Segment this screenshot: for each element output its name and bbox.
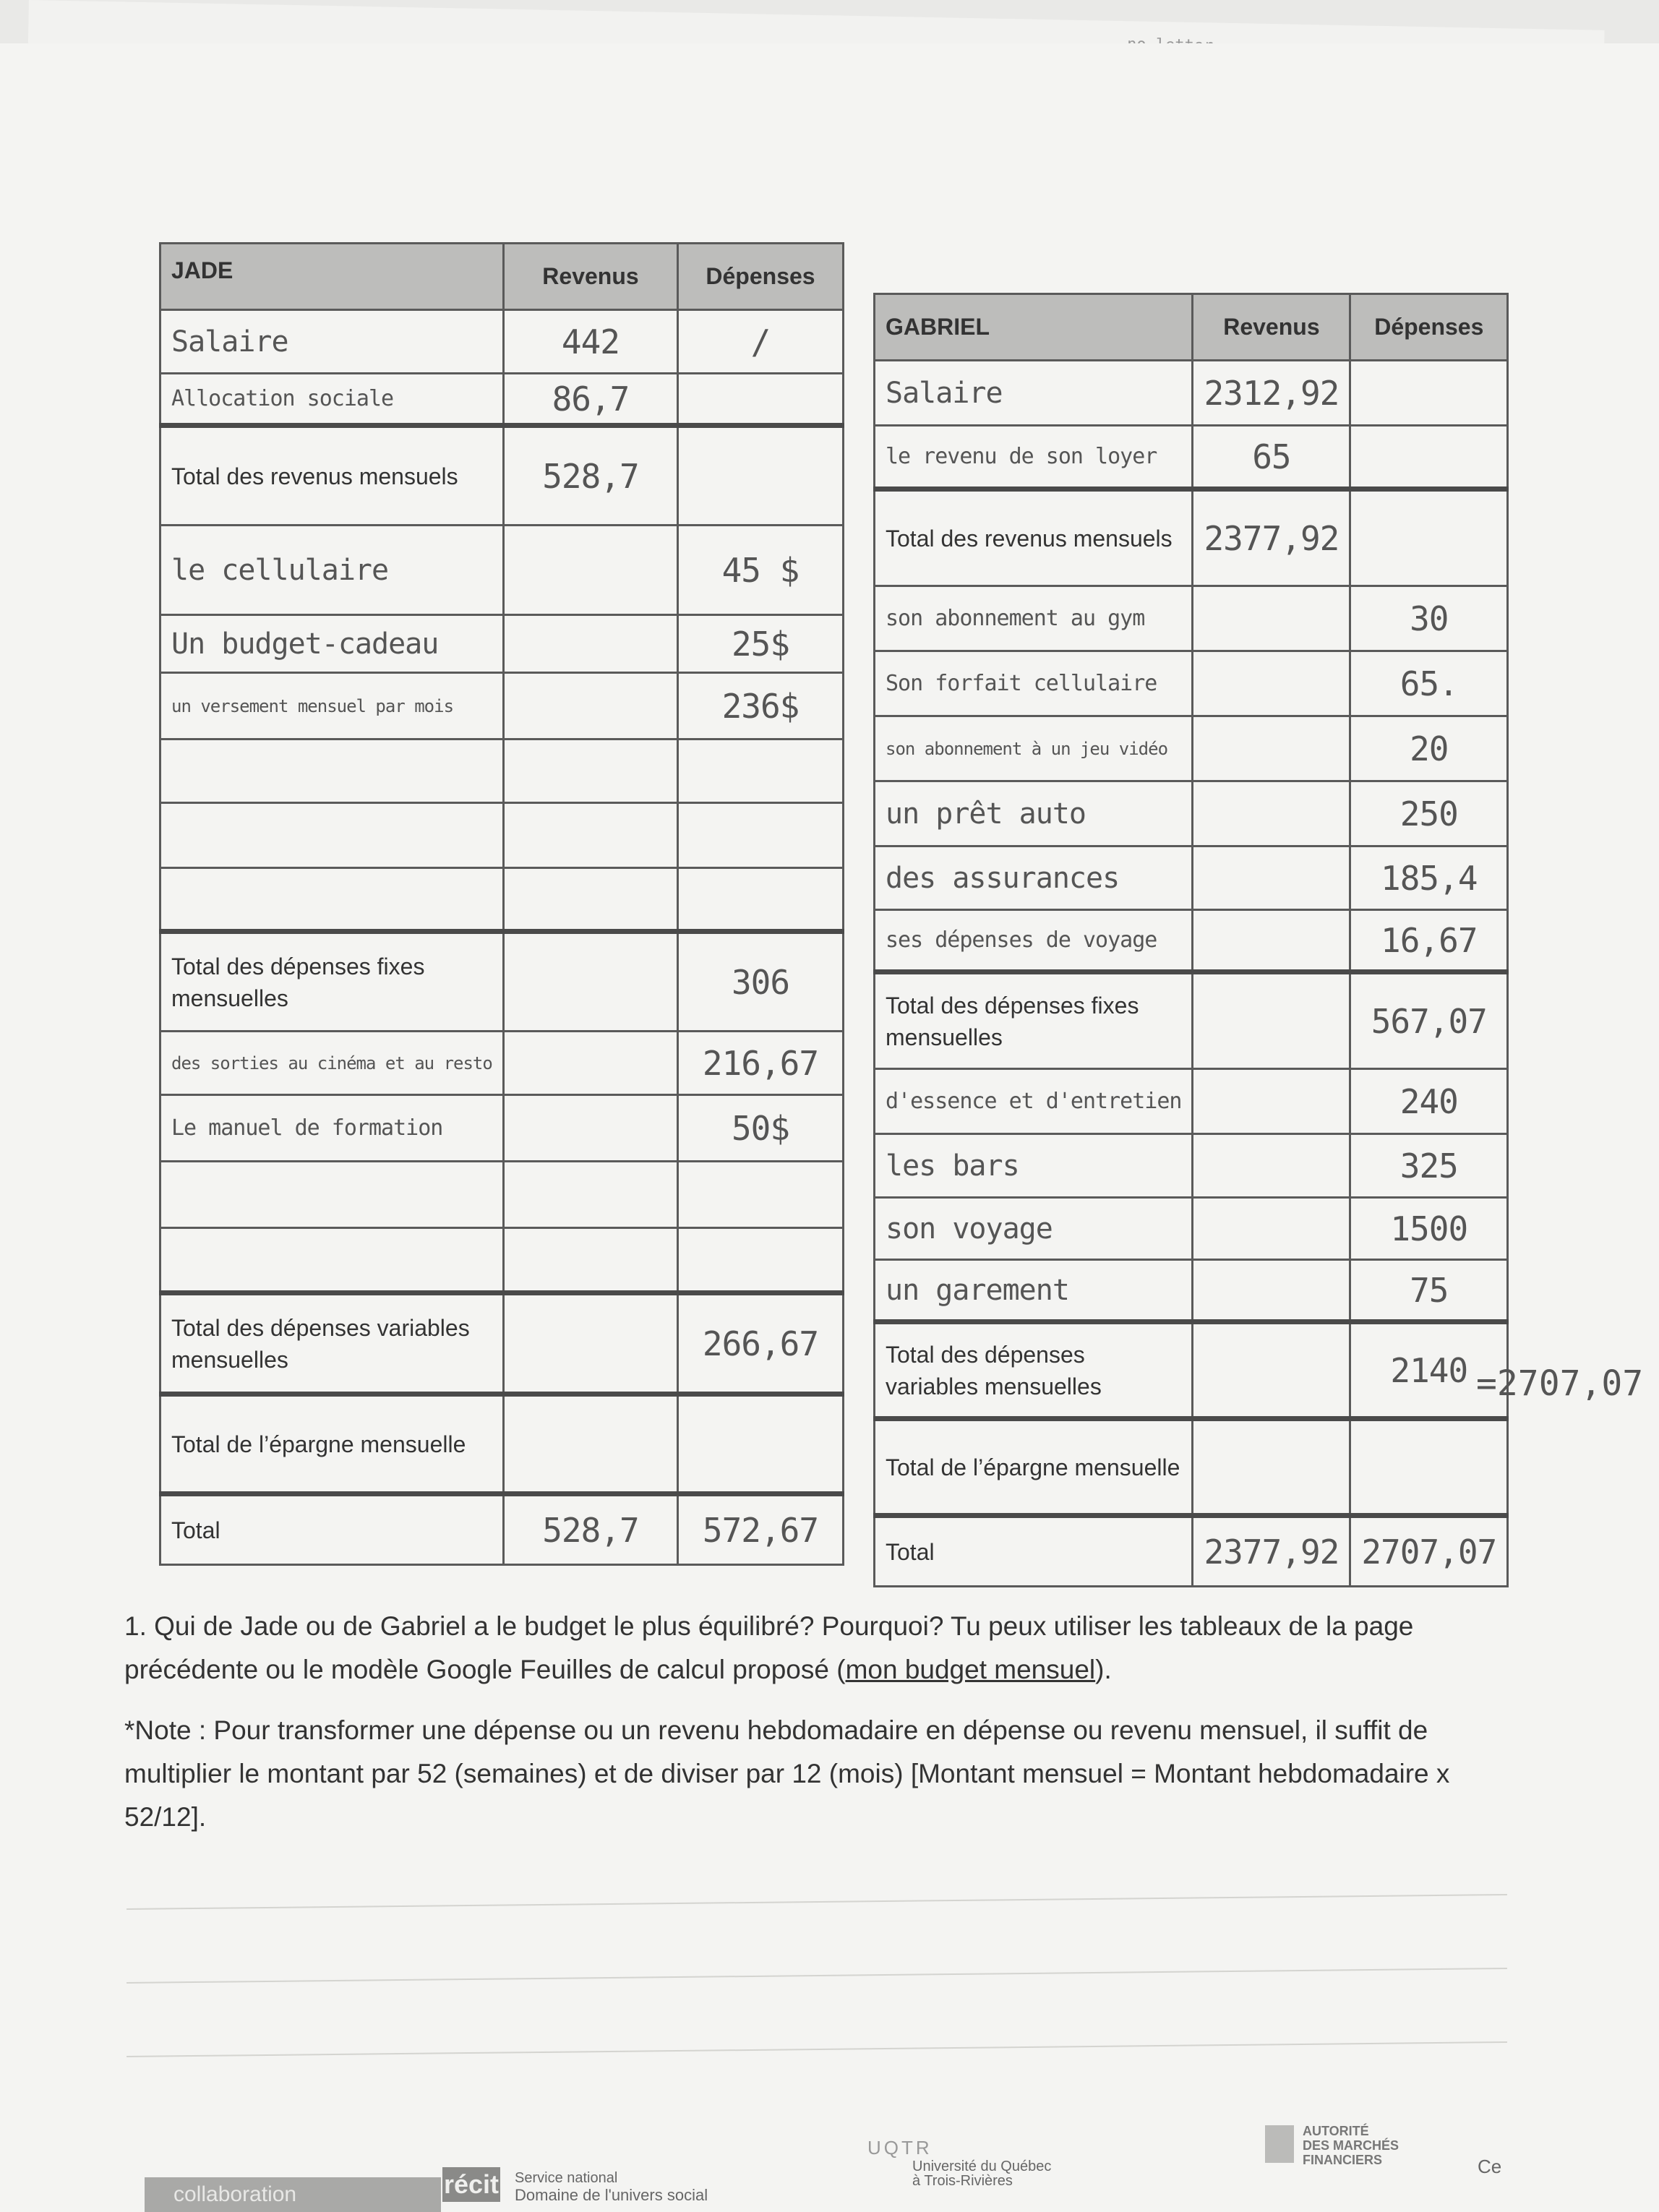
gabriel-total-revenu-text: 2377,92 [1204, 1532, 1339, 1572]
amf-logo-icon [1265, 2125, 1294, 2163]
gabriel-label-text: son voyage [886, 1212, 1053, 1246]
jade-total-revenu-text: 528,7 [542, 1510, 639, 1550]
gabriel-label[interactable] [875, 1322, 1193, 1419]
jade-depense-cell[interactable] [677, 1293, 843, 1394]
gabriel-total-row [875, 1516, 1508, 1587]
jade-label-text: Le manuel de formation [171, 1115, 443, 1141]
jade-label[interactable] [160, 310, 504, 374]
jade-row [160, 426, 844, 526]
gabriel-row [875, 489, 1508, 586]
gabriel-row [875, 1322, 1508, 1419]
amf-text-3: FINANCIERS [1303, 2153, 1383, 2167]
jade-label-text: le cellulaire [171, 553, 389, 587]
uqtr-logo: UQTR [867, 2137, 933, 2159]
gabriel-depense-cell[interactable] [1350, 586, 1508, 651]
jade-revenu-cell[interactable] [503, 374, 677, 426]
gabriel-revenu-cell[interactable] [1193, 846, 1350, 910]
jade-label[interactable] [160, 740, 504, 803]
jade-label[interactable] [160, 615, 504, 673]
gabriel-label[interactable] [875, 1198, 1193, 1260]
gabriel-label-text: son abonnement au gym [886, 606, 1145, 631]
gabriel-revenu-cell[interactable] [1193, 651, 1350, 716]
gabriel-label[interactable] [875, 910, 1193, 972]
recit-sub-1: Service national [515, 2170, 618, 2186]
gabriel-total-depense-text: 2707,07 [1361, 1532, 1497, 1572]
jade-row [160, 374, 844, 426]
jade-depense-cell-text: 45 $ [721, 550, 800, 590]
recit-logo: récit [442, 2167, 500, 2202]
gabriel-label[interactable] [875, 586, 1193, 651]
jade-label[interactable] [160, 1394, 504, 1494]
gabriel-label[interactable] [875, 1260, 1193, 1322]
gabriel-depense-cell[interactable] [1350, 781, 1508, 846]
jade-revenu-cell-text: 86,7 [552, 379, 630, 419]
gabriel-depense-cell-text: 567,07 [1371, 1001, 1487, 1041]
gabriel-depense-cell-text: 20 [1410, 729, 1449, 768]
gabriel-label[interactable] [875, 426, 1193, 489]
gabriel-revenu-cell[interactable] [1193, 1322, 1350, 1419]
jade-revenu-cell[interactable] [503, 615, 677, 673]
gabriel-label-text: d'essence et d'entretien [886, 1089, 1182, 1114]
jade-row [160, 868, 844, 932]
jade-revenu-cell[interactable] [503, 868, 677, 932]
jade-revenu-cell[interactable] [503, 1228, 677, 1293]
gabriel-total-depense[interactable] [1350, 1516, 1508, 1587]
gabriel-label[interactable] [875, 716, 1193, 781]
gabriel-depense-cell[interactable] [1350, 1260, 1508, 1322]
mon-budget-link[interactable]: mon budget mensuel [845, 1655, 1096, 1684]
jade-depense-cell-text: 236$ [721, 686, 800, 726]
jade-label[interactable] [160, 426, 504, 526]
jade-total-depense[interactable] [677, 1494, 843, 1565]
amf-text-1: AUTORITÉ [1303, 2124, 1369, 2138]
jade-depense-cell[interactable] [677, 1032, 843, 1095]
gabriel-label-text: Total des revenus mensuels [886, 525, 1173, 552]
amf-text-2: DES MARCHÉS [1303, 2138, 1399, 2153]
gabriel-label-text: son abonnement à un jeu vidéo [886, 738, 1168, 759]
gabriel-label-text: le revenu de son loyer [886, 444, 1157, 469]
gabriel-row [875, 426, 1508, 489]
jade-label-text: Total des revenus mensuels [171, 463, 458, 489]
jade-label[interactable] [160, 673, 504, 740]
gabriel-depense-cell[interactable] [1350, 846, 1508, 910]
gabriel-depense-cell-text: 65. [1399, 664, 1458, 703]
gabriel-label-text: Total de l’épargne mensuelle [886, 1454, 1180, 1480]
gabriel-row [875, 361, 1508, 426]
jade-depense-cell-text: 216,67 [702, 1043, 819, 1083]
jade-row [160, 526, 844, 615]
gabriel-depense-cell-text: 75 [1410, 1270, 1449, 1310]
jade-depense-cell-text: 25$ [731, 624, 790, 664]
gabriel-depense-cell-text: 325 [1399, 1146, 1458, 1186]
gabriel-depense-cell[interactable] [1350, 651, 1508, 716]
gabriel-label-text: un prêt auto [886, 797, 1086, 831]
gabriel-revenu-cell[interactable] [1193, 716, 1350, 781]
jade-revenu-cell[interactable] [503, 1293, 677, 1394]
gabriel-revenu-cell[interactable] [1193, 489, 1350, 586]
jade-label-text: des sorties au cinéma et au resto [171, 1053, 492, 1073]
gabriel-revenus-header: Revenus [1193, 294, 1350, 361]
gabriel-label-text: des assurances [886, 861, 1120, 895]
jade-total-row [160, 1494, 844, 1565]
gabriel-label[interactable] [875, 651, 1193, 716]
jade-revenu-cell[interactable] [503, 310, 677, 374]
jade-depense-cell[interactable] [677, 932, 843, 1032]
jade-revenu-cell[interactable] [503, 1032, 677, 1095]
jade-depense-cell[interactable] [677, 615, 843, 673]
gabriel-revenu-cell-text: 2312,92 [1204, 373, 1339, 413]
gabriel-revenu-cell-text: 2377,92 [1204, 518, 1339, 558]
jade-label-text: Total des dépenses variables mensuelles [171, 1314, 470, 1373]
jade-label-text: un versement mensuel par mois [171, 695, 454, 716]
gabriel-depenses-header: Dépenses [1350, 294, 1508, 361]
jade-label[interactable] [160, 1162, 504, 1228]
jade-total-revenu[interactable] [503, 1494, 677, 1565]
jade-depense-cell[interactable] [677, 1228, 843, 1293]
gabriel-depense-cell[interactable] [1350, 972, 1508, 1069]
gabriel-name-header: GABRIEL [875, 294, 1193, 361]
gabriel-row [875, 1260, 1508, 1322]
gabriel-revenu-cell[interactable] [1193, 1198, 1350, 1260]
jade-depense-cell[interactable] [677, 526, 843, 615]
gabriel-revenu-cell[interactable] [1193, 361, 1350, 426]
jade-row [160, 740, 844, 803]
jade-depense-cell[interactable] [677, 310, 843, 374]
jade-label[interactable] [160, 1095, 504, 1162]
gabriel-side-note: =2707,07 [1476, 1363, 1644, 1404]
jade-label[interactable] [160, 1032, 504, 1095]
jade-revenu-cell[interactable] [503, 426, 677, 526]
gabriel-depense-cell-text: 30 [1410, 599, 1449, 638]
jade-row [160, 803, 844, 868]
jade-total-depense-text: 572,67 [702, 1510, 819, 1550]
jade-row [160, 1394, 844, 1494]
jade-depense-cell-text: / [750, 322, 771, 361]
gabriel-depense-cell[interactable] [1350, 910, 1508, 972]
jade-total-label [160, 1494, 504, 1565]
gabriel-row [875, 586, 1508, 651]
gabriel-label-text: Total des dépenses variables mensuelles [886, 1341, 1102, 1399]
gabriel-depense-cell[interactable] [1350, 426, 1508, 489]
gabriel-label-text: ses dépenses de voyage [886, 927, 1157, 953]
jade-label[interactable] [160, 932, 504, 1032]
question-text-2: ). [1095, 1655, 1112, 1684]
gabriel-total-revenu[interactable] [1193, 1516, 1350, 1587]
gabriel-depense-cell[interactable] [1350, 1198, 1508, 1260]
jade-row [160, 615, 844, 673]
jade-depense-cell[interactable] [677, 1394, 843, 1494]
jade-label-text: Salaire [171, 325, 288, 359]
jade-row [160, 1032, 844, 1095]
gabriel-revenu-cell-text: 65 [1252, 437, 1291, 476]
gabriel-depense-cell-text: 185,4 [1381, 858, 1478, 898]
jade-row [160, 932, 844, 1032]
gabriel-total-label [875, 1516, 1193, 1587]
jade-revenu-cell[interactable] [503, 932, 677, 1032]
jade-revenu-cell[interactable] [503, 1095, 677, 1162]
jade-label[interactable] [160, 526, 504, 615]
jade-label-text: Total des dépenses fixes mensuelles [171, 953, 425, 1011]
gabriel-label[interactable] [875, 489, 1193, 586]
gabriel-row [875, 716, 1508, 781]
gabriel-depense-cell-text: 2140 [1390, 1350, 1468, 1390]
uqtr-sub-2: à Trois-Rivières [912, 2173, 1013, 2189]
jade-row [160, 1095, 844, 1162]
jade-label[interactable] [160, 868, 504, 932]
gabriel-revenu-cell[interactable] [1193, 1069, 1350, 1134]
jade-depense-cell[interactable] [677, 1095, 843, 1162]
jade-revenu-cell[interactable] [503, 803, 677, 868]
gabriel-depense-cell-text: 240 [1399, 1081, 1458, 1121]
jade-name-header: JADE [160, 244, 504, 310]
note-paragraph: *Note : Pour transformer une dépense ou un revenu hebdomadaire en dépense ou revenu mensuel, il suffit de multiplier le montant par 52 (semaines) et de diviser par 12 (mois) [Montant mensuel = Montant hebdomadaire x 52/12]. [124, 1715, 1450, 1832]
gabriel-depense-cell[interactable] [1350, 1419, 1508, 1516]
question-text-1: 1. Qui de Jade ou de Gabriel a le budget le plus équilibré? Pourquoi? Tu peux utiliser les tableaux de la page précédente ou le modèle Google Feuilles de calcul proposé ( [124, 1611, 1414, 1684]
jade-total-label-text: Total [171, 1517, 220, 1543]
jade-depense-cell-text: 50$ [731, 1108, 790, 1148]
collab-banner: collaboration [145, 2177, 441, 2212]
gabriel-depense-cell-text: 1500 [1390, 1209, 1468, 1248]
gabriel-row [875, 1069, 1508, 1134]
jade-revenu-cell[interactable] [503, 673, 677, 740]
jade-row [160, 1228, 844, 1293]
jade-row [160, 1162, 844, 1228]
gabriel-depense-cell[interactable] [1350, 716, 1508, 781]
gabriel-row [875, 651, 1508, 716]
gabriel-label-text: les bars [886, 1149, 1019, 1183]
jade-depense-cell[interactable] [677, 426, 843, 526]
uqtr-sub-1: Université du Québec [912, 2159, 1052, 2174]
jade-depense-cell[interactable] [677, 673, 843, 740]
gabriel-label[interactable] [875, 972, 1193, 1069]
gabriel-label-text: Son forfait cellulaire [886, 671, 1157, 696]
jade-revenu-cell-text: 528,7 [542, 456, 639, 496]
gabriel-revenu-cell[interactable] [1193, 781, 1350, 846]
jade-depense-cell[interactable] [677, 740, 843, 803]
gabriel-revenu-cell[interactable] [1193, 426, 1350, 489]
gabriel-row [875, 972, 1508, 1069]
recit-sub-2: Domaine de l'univers social [515, 2186, 708, 2204]
jade-depense-cell[interactable] [677, 803, 843, 868]
jade-revenu-cell[interactable] [503, 1394, 677, 1494]
jade-revenu-cell[interactable] [503, 740, 677, 803]
gabriel-label-text: Total des dépenses fixes mensuelles [886, 992, 1139, 1050]
gabriel-label[interactable] [875, 781, 1193, 846]
gabriel-total-label-text: Total [886, 1538, 935, 1565]
jade-depense-cell[interactable] [677, 868, 843, 932]
gabriel-label[interactable] [875, 846, 1193, 910]
jade-depenses-header: Dépenses [677, 244, 843, 310]
gabriel-label[interactable] [875, 1069, 1193, 1134]
jade-label[interactable] [160, 803, 504, 868]
gabriel-depense-cell[interactable] [1350, 489, 1508, 586]
gabriel-budget-table [873, 293, 1509, 1587]
jade-row [160, 310, 844, 374]
gabriel-revenu-cell[interactable] [1193, 1260, 1350, 1322]
jade-label[interactable] [160, 1293, 504, 1394]
jade-label-text: Un budget-cadeau [171, 627, 439, 661]
gabriel-depense-cell[interactable] [1350, 361, 1508, 426]
gabriel-label[interactable] [875, 1419, 1193, 1516]
jade-label-text: Allocation sociale [171, 386, 394, 411]
gabriel-revenu-cell[interactable] [1193, 586, 1350, 651]
gabriel-label-text: un garement [886, 1273, 1069, 1307]
gabriel-row [875, 910, 1508, 972]
jade-budget-table [159, 242, 844, 1566]
gabriel-label[interactable] [875, 361, 1193, 426]
jade-revenu-cell[interactable] [503, 1162, 677, 1228]
jade-depense-cell-text: 266,67 [702, 1324, 819, 1363]
gabriel-depense-cell[interactable] [1350, 1134, 1508, 1198]
jade-row [160, 673, 844, 740]
gabriel-row [875, 1419, 1508, 1516]
gabriel-revenu-cell[interactable] [1193, 1134, 1350, 1198]
gabriel-depense-cell-text: 250 [1399, 794, 1458, 833]
jade-revenus-header: Revenus [503, 244, 677, 310]
gabriel-row [875, 1198, 1508, 1260]
gabriel-row [875, 781, 1508, 846]
jade-row [160, 1293, 844, 1394]
gabriel-label-text: Salaire [886, 376, 1003, 410]
jade-label[interactable] [160, 374, 504, 426]
footer-ce: Ce [1478, 2156, 1502, 2177]
jade-depense-cell[interactable] [677, 374, 843, 426]
gabriel-revenu-cell[interactable] [1193, 1419, 1350, 1516]
gabriel-revenu-cell[interactable] [1193, 972, 1350, 1069]
gabriel-row [875, 1134, 1508, 1198]
jade-depense-cell-text: 306 [731, 962, 790, 1002]
question-1 [124, 1605, 1512, 1692]
jade-revenu-cell[interactable] [503, 526, 677, 615]
gabriel-row [875, 846, 1508, 910]
jade-depense-cell[interactable] [677, 1162, 843, 1228]
gabriel-label[interactable] [875, 1134, 1193, 1198]
jade-label-text: Total de l’épargne mensuelle [171, 1431, 466, 1457]
gabriel-depense-cell-text: 16,67 [1381, 920, 1478, 960]
jade-revenu-cell-text: 442 [561, 322, 620, 361]
gabriel-revenu-cell[interactable] [1193, 910, 1350, 972]
gabriel-depense-cell[interactable] [1350, 1069, 1508, 1134]
jade-label[interactable] [160, 1228, 504, 1293]
